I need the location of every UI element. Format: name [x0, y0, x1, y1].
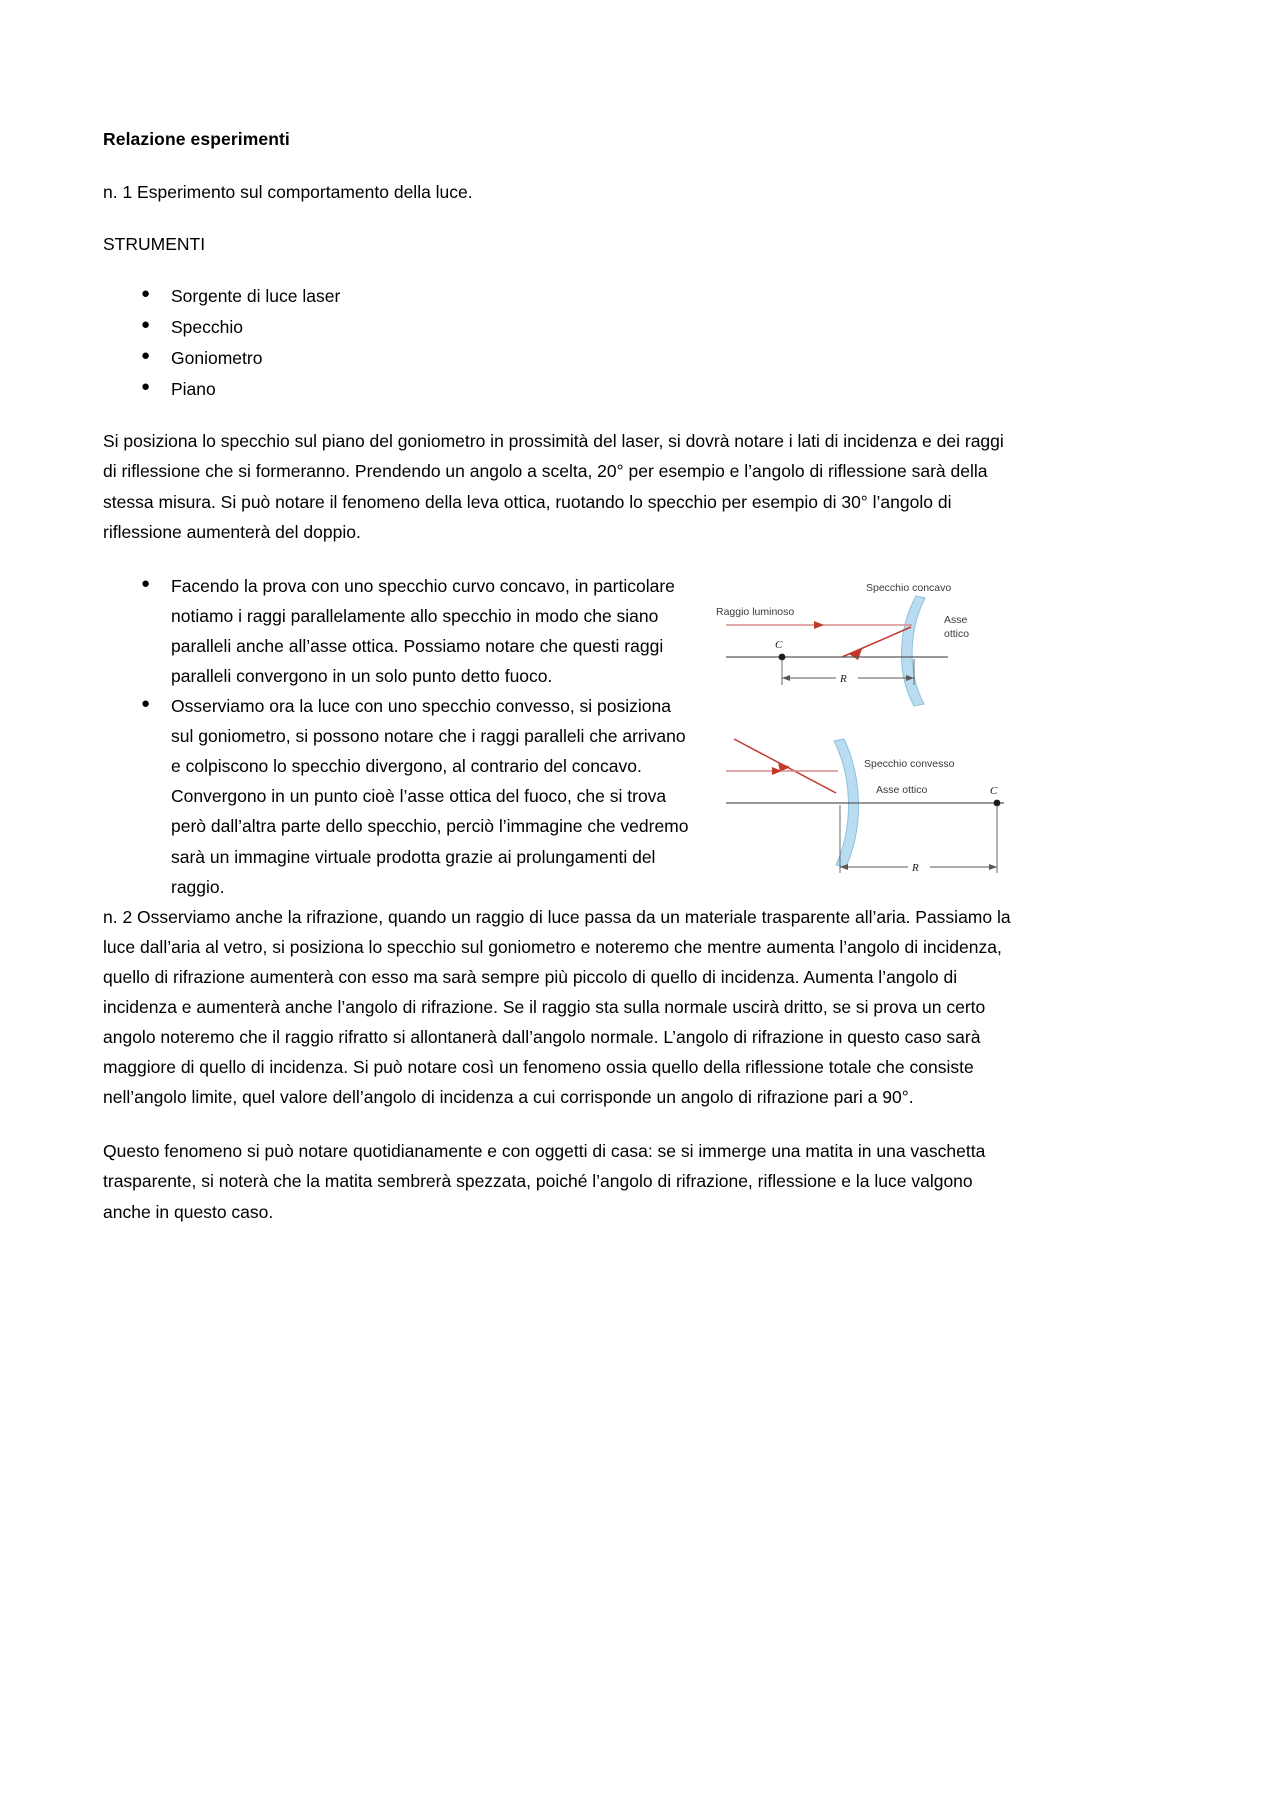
list-item-label: Goniometro	[171, 348, 263, 369]
bullet-icon: ●	[141, 695, 151, 713]
document-content	[103, 128, 1016, 1251]
list-item	[103, 312, 1016, 342]
concave-axis-label-line2: ottico	[944, 627, 970, 640]
convex-center-label: C	[990, 784, 998, 797]
paragraph-conclusion: Questo fenomeno si può notare quotidianamente e con oggetti di casa: se si immerge una matita in una vaschetta trasparente, si noterà che la matita sembrerà spezzata, poiché l’angolo di rifrazione, riflessione e la luce valgono anche in questo caso.	[103, 1141, 986, 1222]
observations-list	[103, 571, 1016, 902]
convex-radius-label: R	[912, 861, 919, 874]
bullet-icon: ●	[141, 284, 151, 302]
concave-center-label: C	[775, 638, 783, 651]
paragraph-experiment-1: Si posiziona lo specchio sul piano del goniometro in prossimità del laser, si dovrà notare i lati di incidenza e dei raggi di riflessione che si formeranno. Prendendo un angolo a scelta, 20° per esempio e l’angolo di riflessione sarà della stessa misura. Si può notare il fenomeno della leva ottica, ruotando lo specchio per esempio di 30° l’angolo di riflessione aumenterà del doppio.	[103, 431, 1004, 542]
paragraph-experiment-2: n. 2 Osserviamo anche la rifrazione, quando un raggio di luce passa da un materiale trasparente all’aria. Passiamo la luce dall’aria al vetro, si posiziona lo specchio sul goniometro e noteremo che mentre aumenta l’angolo di incidenza, quello di rifrazione aumenterà con esso ma sarà sempre più piccolo di quello di incidenza. Aumenta l’angolo di incidenza e aumenterà anche l’angolo di rifrazione. Se il raggio sta sulla normale uscirà dritto, se si prova un certo angolo noteremo che il raggio rifratto si allontanerà dall’angolo normale. L’angolo di rifrazione in questo caso sarà maggiore di quello di incidenza. Si può notare così un fenomeno ossia quello della riflessione totale che consiste nell’angolo limite, quel valore dell’angolo di incidenza a cui corrisponde un angolo di rifrazione pari a 90°.	[103, 906, 1011, 1108]
page-title: Relazione esperimenti	[103, 129, 290, 149]
list-item-label: Specchio	[171, 317, 243, 338]
bullet-icon: ●	[141, 347, 151, 365]
list-item-label: Osserviamo ora la luce con uno specchio convesso, si posiziona sul goniometro, si possono notare che i raggi paralleli che arrivano e colpiscono lo specchio divergono, al contrario del concavo. Convergono in un punto cioè l’asse ottica del fuoco, che si trova però dall’altra parte dello specchio, perciò l’immagine che vedremo sarà un immagine virtuale prodotta grazie ai prolungamenti del raggio.	[171, 696, 689, 897]
list-item-label: Piano	[171, 379, 216, 400]
list-item	[103, 281, 1016, 311]
concave-axis-label-line1: Asse	[944, 613, 968, 626]
bullet-icon: ●	[141, 316, 151, 334]
convex-axis-label: Asse ottico	[876, 783, 928, 796]
list-item	[103, 691, 1016, 902]
list-item-label: Facendo la prova con uno specchio curvo concavo, in particolare notiamo i raggi parallelamente allo specchio in modo che siano paralleli anche all’asse ottica. Possiamo notare che questi raggi paralleli convergono in un solo punto detto fuoco.	[171, 575, 675, 686]
instruments-list	[103, 281, 1016, 404]
intro-line: n. 1 Esperimento sul comportamento della luce.	[103, 181, 473, 202]
list-item	[103, 374, 1016, 404]
figure-text-wrap	[103, 571, 1016, 902]
list-item-label: Sorgente di luce laser	[171, 285, 341, 306]
ray-label: Raggio luminoso	[716, 605, 795, 618]
instruments-heading: STRUMENTI	[103, 233, 206, 254]
list-item	[103, 343, 1016, 373]
list-item	[103, 571, 1016, 691]
bullet-icon: ●	[141, 574, 151, 592]
bullet-icon: ●	[141, 378, 151, 396]
concave-radius-label: R	[840, 672, 847, 685]
convex-caption: Specchio convesso	[864, 757, 955, 770]
concave-caption: Specchio concavo	[866, 581, 952, 594]
